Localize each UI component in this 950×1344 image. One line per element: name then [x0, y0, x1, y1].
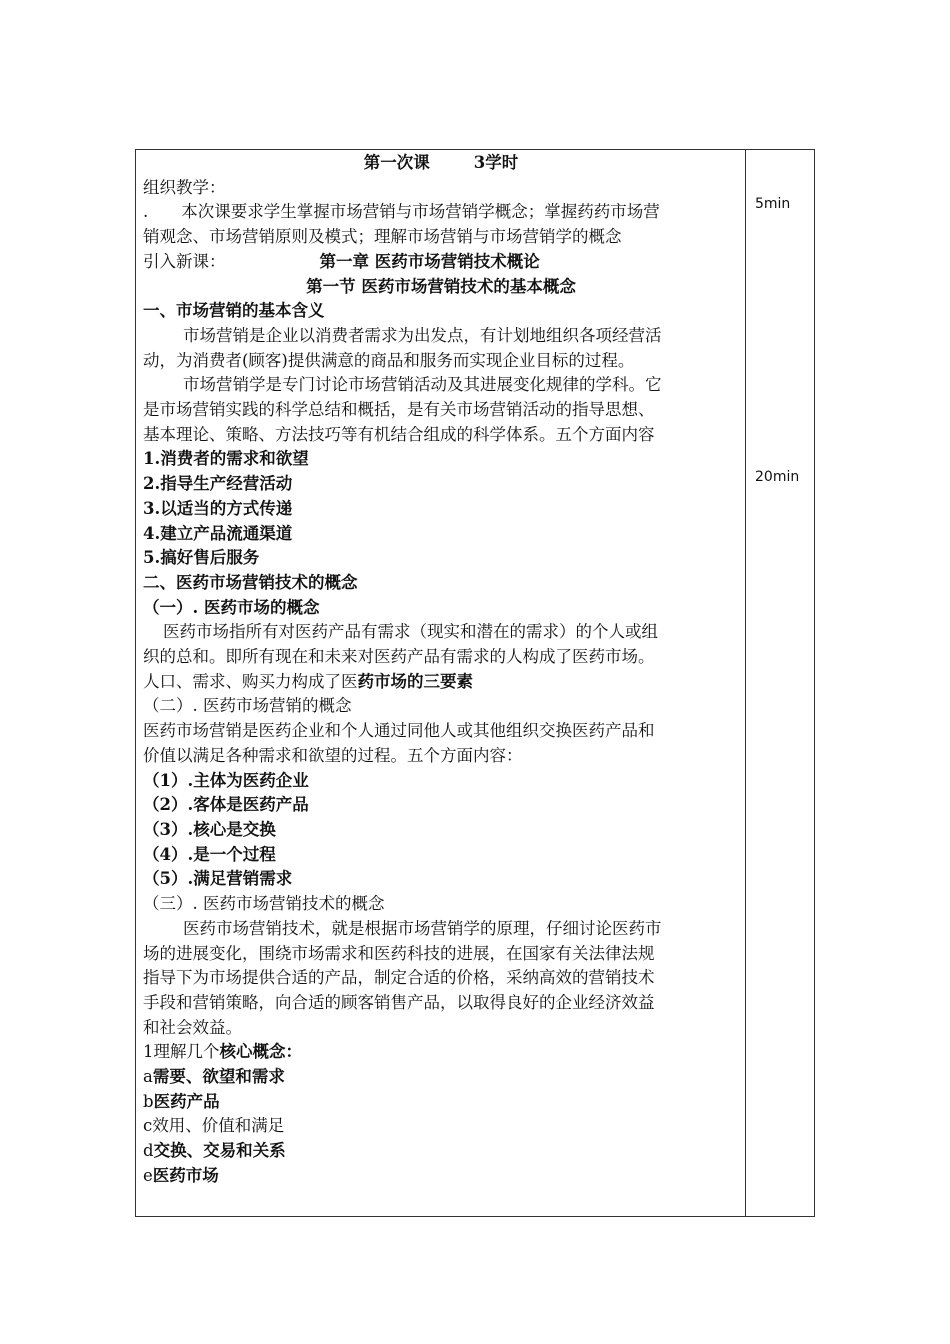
list-item: 2.指导生产经营活动	[143, 474, 293, 494]
new-lesson-label: 引入新课：	[143, 251, 226, 271]
paragraph-3-line-2: 织的总和。即所有现在和未来对医药产品有需求的人构成了医药市场。	[143, 647, 655, 667]
chapter-title: 第一章 医药市场营销技术概论	[319, 251, 540, 271]
paragraph-5-line-5: 和社会效益。	[143, 1017, 242, 1037]
paragraph-5-line-3: 指导下为市场提供合适的产品，制定合适的价格，采纳高效的营销技术	[143, 968, 655, 988]
part2-title: 二、医药市场营销技术的概念	[143, 572, 358, 592]
paragraph-5-line-4: 手段和营销策略，向合适的顾客销售产品，以取得良好的企业经济效益	[143, 992, 655, 1012]
list-item: b医药产品	[143, 1091, 220, 1111]
paragraph-1-line-2: 动，为消费者(顾客)提供满意的商品和服务而实现企业目标的过程。	[143, 350, 635, 370]
lesson-hours: 3学时	[473, 153, 519, 172]
lesson-content	[143, 151, 739, 1189]
paragraph-3-line-1: 医药市场指所有对医药产品有需求（现实和潜在的需求）的个人或组	[163, 622, 658, 642]
sub2-title: （二）. 医药市场营销的概念	[143, 696, 352, 716]
sub1-title: （一）. 医药市场的概念	[143, 597, 320, 617]
new-lesson-row	[143, 250, 739, 275]
goals-prefix: .	[143, 202, 149, 222]
paragraph-2-line-2: 是市场营销实践的科学总结和概括，是有关市场营销活动的指导思想、	[143, 400, 655, 420]
list-item: （1）.主体为医药企业	[143, 770, 309, 790]
sub3-title: （三）. 医药市场营销技术的概念	[143, 894, 385, 914]
paragraph-3-line-3: 人口、需求、购买力构成了医药市场的三要素	[143, 671, 473, 691]
list-item: （5）.满足营销需求	[143, 869, 293, 889]
list-item: 5.搞好售后服务	[143, 548, 260, 568]
core-intro: 1理解几个核心概念：	[143, 1042, 302, 1062]
lesson-number: 第一次课	[363, 153, 430, 172]
list-item: 4.建立产品流通渠道	[143, 523, 293, 543]
paragraph-1-line-1: 市场营销是企业以消费者需求为出发点，有计划地组织各项经营活	[183, 325, 662, 345]
paragraph-5-line-1: 医药市场营销技术，就是根据市场营销学的原理，仔细讨论医药市	[183, 918, 662, 938]
organize-label: 组织教学：	[143, 177, 226, 197]
time-first: 5min	[755, 196, 791, 212]
list-item: 1.消费者的需求和欲望	[143, 449, 309, 469]
paragraph-2-line-1: 市场营销学是专门讨论市场营销活动及其进展变化规律的学科。它	[183, 375, 662, 395]
paragraph-4-line-2: 价值以满足各种需求和欲望的过程。五个方面内容：	[143, 745, 523, 765]
time-second: 20min	[755, 469, 800, 485]
goals-line-2: 销观念、市场营销原则及模式；理解市场营销与市场营销学的概念	[143, 227, 622, 247]
list-item: （4）.是一个过程	[143, 844, 276, 864]
lesson-heading	[143, 151, 739, 176]
list-item: d交换、交易和关系	[143, 1141, 286, 1161]
list-item: 3.以适当的方式传递	[143, 498, 293, 518]
list-item: e医药市场	[143, 1165, 219, 1185]
list-item: （2）.客体是医药产品	[143, 795, 309, 815]
paragraph-5-line-2: 场的进展变化，围绕市场需求和医药科技的进展，在国家有关法律法规	[143, 943, 655, 963]
paragraph-4-line-1: 医药市场营销是医药企业和个人通过同他人或其他组织交换医药产品和	[143, 721, 655, 741]
section-title: 第一节 医药市场营销技术的基本概念	[306, 276, 576, 296]
list-item: a需要、欲望和需求	[143, 1067, 285, 1087]
paragraph-2-line-3: 基本理论、策略、方法技巧等有机结合组成的科学体系。五个方面内容	[143, 424, 655, 444]
goals-line-1: . 本次课要求学生掌握市场营销与市场营销学概念；掌握药药市场营	[143, 202, 660, 222]
part1-title: 一、市场营销的基本含义	[143, 301, 325, 321]
column-divider	[745, 149, 746, 1217]
list-item: （3）.核心是交换	[143, 819, 276, 839]
list-item: c效用、价值和满足	[143, 1116, 285, 1136]
